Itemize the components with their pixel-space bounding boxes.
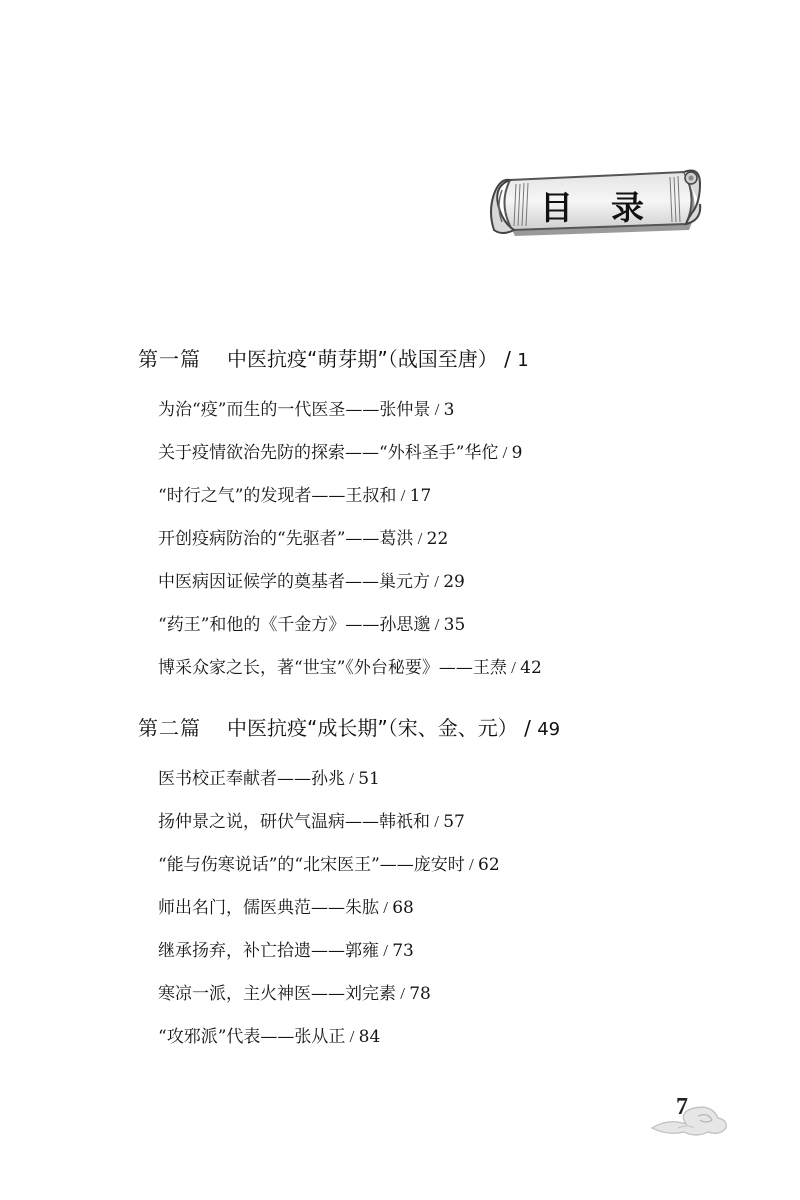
- toc-entry[interactable]: 寒凉一派，主火神医——刘完素 / 78: [158, 984, 431, 1004]
- entry-title: “药王”和他的《千金方》——孙思邈: [158, 615, 431, 635]
- part-title: 中医抗疫“成长期”（宋、金、元）: [227, 716, 518, 740]
- entry-page: 29: [443, 572, 465, 592]
- entry-page: 62: [478, 855, 500, 875]
- page-number: 7: [676, 1094, 688, 1120]
- part-heading-2[interactable]: 第二篇 中医抗疫“成长期”（宋、金、元） / 49: [138, 716, 561, 740]
- entry-page: 57: [443, 812, 465, 832]
- entry-title: 关于疫情欲治先防的探索——“外科圣手”华佗: [158, 443, 499, 463]
- entry-page: 78: [409, 984, 431, 1004]
- toc-entry[interactable]: 开创疫病防治的“先驱者”——葛洪 / 22: [158, 529, 449, 549]
- entry-page: 68: [392, 898, 414, 918]
- entry-page: 73: [392, 941, 414, 961]
- entry-title: 师出名门，儒医典范——朱肱: [158, 898, 379, 918]
- toc-entry[interactable]: 中医病因证候学的奠基者——巢元方 / 29: [158, 572, 465, 592]
- entry-title: 中医病因证候学的奠基者——巢元方: [158, 572, 430, 592]
- toc-entry[interactable]: 博采众家之长，著“世宝”《外台秘要》——王焘 / 42: [158, 658, 542, 678]
- part-page: 1: [517, 350, 529, 371]
- entry-page: 42: [520, 658, 542, 678]
- entry-page: 22: [426, 529, 449, 549]
- entry-title: 开创疫病防治的“先驱者”——葛洪: [158, 529, 414, 549]
- part-label: 第一篇: [138, 347, 201, 371]
- part-page: 49: [537, 719, 561, 740]
- entry-title: 医书校正奉献者——孙兆: [158, 769, 345, 789]
- entry-title: 为治“疫”而生的一代医圣——张仲景: [158, 400, 431, 420]
- toc-entry[interactable]: 医书校正奉献者——孙兆 / 51: [158, 769, 380, 789]
- entry-page: 84: [358, 1027, 381, 1047]
- toc-entry[interactable]: “攻邪派”代表——张从正 / 84: [158, 1027, 381, 1047]
- entry-page: 51: [358, 769, 380, 789]
- toc-entry[interactable]: 关于疫情欲治先防的探索——“外科圣手”华佗 / 9: [158, 443, 523, 463]
- entry-title: “攻邪派”代表——张从正: [158, 1027, 346, 1047]
- entry-page: 3: [443, 400, 455, 420]
- toc-entry[interactable]: 为治“疫”而生的一代医圣——张仲景 / 3: [158, 400, 455, 420]
- part-label: 第二篇: [138, 716, 201, 740]
- entry-title: “能与伤寒说话”的“北宋医王”——庞安时: [158, 855, 465, 875]
- entry-title: “时行之气”的发现者——王叔和: [158, 486, 397, 506]
- entry-page: 35: [443, 615, 466, 635]
- entry-page: 9: [511, 443, 523, 463]
- toc-entry[interactable]: 继承扬弃，补亡拾遗——郭雍 / 73: [158, 941, 414, 961]
- toc-entry[interactable]: “时行之气”的发现者——王叔和 / 17: [158, 486, 432, 506]
- toc-entry[interactable]: 师出名门，儒医典范——朱肱 / 68: [158, 898, 414, 918]
- entry-page: 17: [409, 486, 432, 506]
- toc-title: 目录: [540, 188, 682, 227]
- entry-title: 扬仲景之说，研伏气温病——韩祇和: [158, 812, 430, 832]
- part-heading-1[interactable]: 第一篇 中医抗疫“萌芽期”（战国至唐） / 1: [138, 347, 529, 371]
- toc-entry[interactable]: “药王”和他的《千金方》——孙思邈 / 35: [158, 615, 466, 635]
- toc-entry[interactable]: “能与伤寒说话”的“北宋医王”——庞安时 / 62: [158, 855, 500, 875]
- part-title: 中医抗疫“萌芽期”（战国至唐）: [227, 347, 498, 371]
- entry-title: 继承扬弃，补亡拾遗——郭雍: [158, 941, 379, 961]
- toc-entry[interactable]: 扬仲景之说，研伏气温病——韩祇和 / 57: [158, 812, 465, 832]
- entry-title: 博采众家之长，著“世宝”《外台秘要》——王焘: [158, 658, 507, 678]
- cloud-ornament-icon: [648, 1098, 732, 1138]
- entry-title: 寒凉一派，主火神医——刘完素: [158, 984, 396, 1004]
